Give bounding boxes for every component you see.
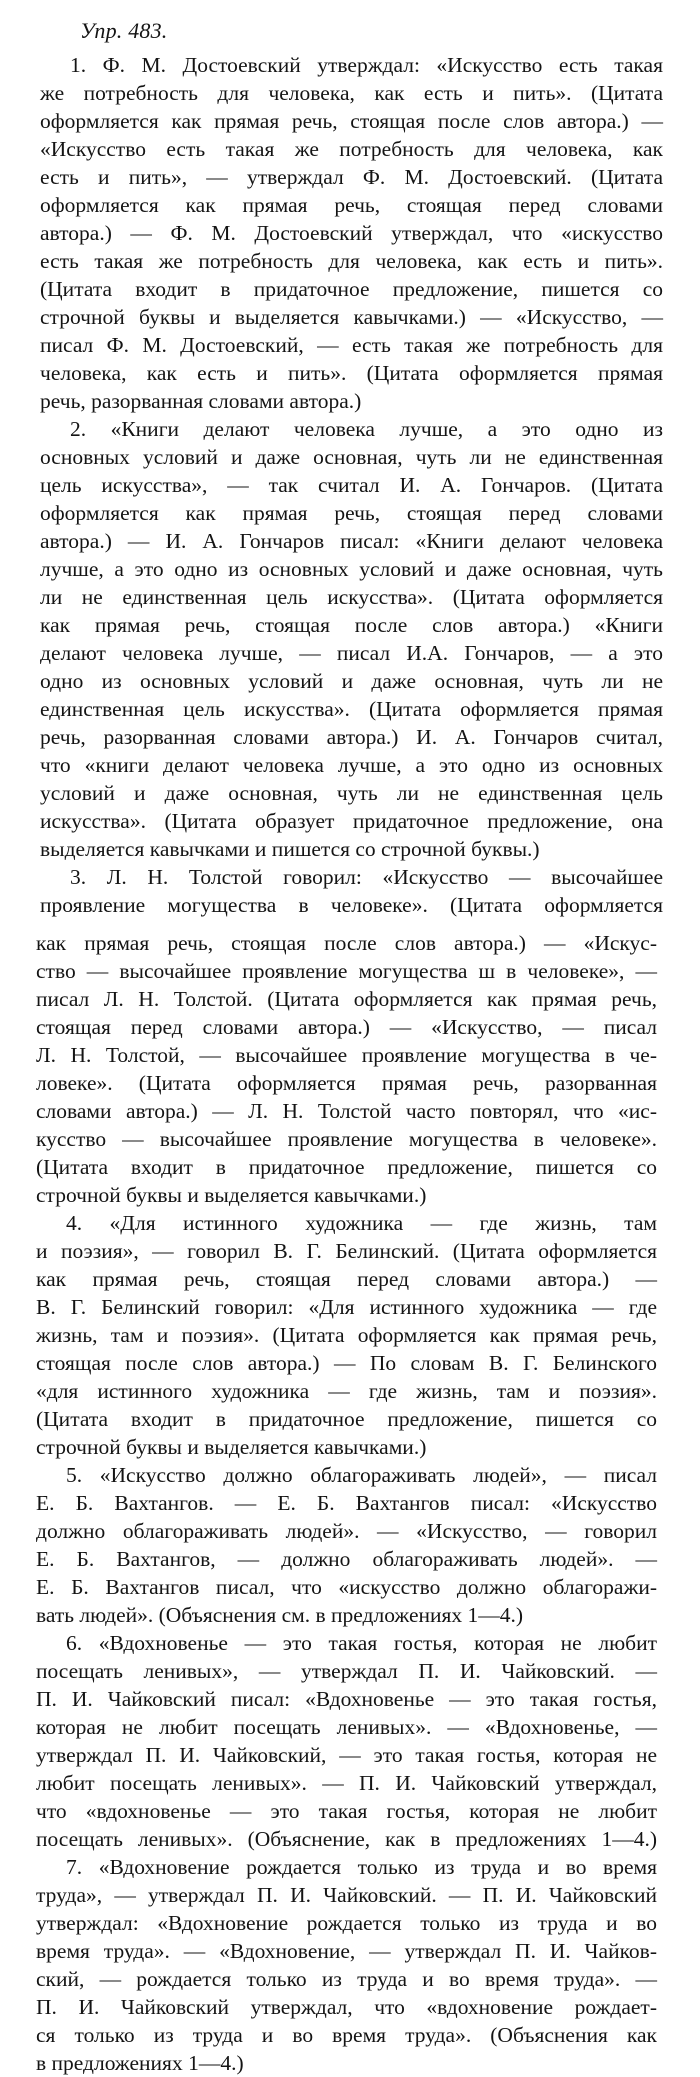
text-line: утверждал: «Вдохновение рождается только из труда и во xyxy=(36,1911,657,1935)
text-line: 6. «Вдохновенье — это такая гостья, которая не любит xyxy=(66,1631,657,1655)
text-line: строчной буквы и выделяется кавычками.) xyxy=(36,1183,427,1207)
text-line: ся только из труда и во время труда». (Объяснения как xyxy=(36,2023,657,2047)
text-line: стоящая перед словами автора.) — «Искусство, — писал xyxy=(36,1015,657,1039)
text-line: ловеке». (Цитата оформляется прямая речь, разорванная xyxy=(36,1071,657,1095)
text-line: (Цитата входит в придаточное предложение, пишется со xyxy=(36,1155,657,1179)
text-line: автора.) — Ф. М. Достоевский утверждал, что «искусство xyxy=(40,221,663,245)
text-line: «для истинного художника — где жизнь, там и поэзия». xyxy=(36,1379,657,1403)
text-line: любит посещать ленивых». — П. И. Чайковский утверждал, xyxy=(36,1771,657,1795)
text-line: 4. «Для истинного художника — где жизнь, там xyxy=(66,1211,657,1235)
text-line: лучше, а это одно из основных условий и даже основная, чуть xyxy=(40,557,663,581)
text-line: писал Л. Н. Толстой. (Цитата оформляется как прямая речь, xyxy=(36,987,657,1011)
text-line: труда», — утверждал П. И. Чайковский. — П. И. Чайковский xyxy=(36,1883,657,1907)
text-line: 3. Л. Н. Толстой говорил: «Искусство — высочайшее xyxy=(70,865,663,889)
text-line: словами автора.) — Л. Н. Толстой часто повторял, что «ис- xyxy=(36,1099,657,1123)
text-line: как прямая речь, стоящая после слов автора.) «Книги xyxy=(40,613,663,637)
text-line: 2. «Книги делают человека лучше, а это одно из xyxy=(70,417,663,441)
text-line: (Цитата входит в придаточное предложение, пишется со xyxy=(36,1407,657,1431)
text-line: П. И. Чайковский утверждал, что «вдохновение рождает- xyxy=(36,1995,657,2019)
text-line: 7. «Вдохновение рождается только из труда и во время xyxy=(66,1855,657,1879)
text-line: жизнь, там и поэзия». (Цитата оформляется как прямая речь, xyxy=(36,1323,657,1347)
text-line: писал Ф. М. Достоевский, — есть такая же потребность для xyxy=(40,333,663,357)
text-line: выделяется кавычками и пишется со строчной буквы.) xyxy=(40,837,540,861)
text-line: одно из основных условий и даже основная, чуть ли не xyxy=(40,669,663,693)
text-line: человека, как есть и пить». (Цитата оформляется прямая xyxy=(40,361,663,385)
text-line: делают человека лучше, — писал И.А. Гончаров, — а это xyxy=(40,641,663,665)
text-line: «Искусство есть такая же потребность для человека, как xyxy=(40,137,663,161)
text-line: что «вдохновенье — это такая гостья, которая не любит xyxy=(36,1799,657,1823)
text-line: время труда». — «Вдохновение, — утверждал П. И. Чайков- xyxy=(36,1939,657,1963)
text-line: кусство — высочайшее проявление могущества в человеке». xyxy=(36,1127,657,1151)
page-section-1 xyxy=(40,51,663,919)
text-line: вать людей». (Объяснения см. в предложениях 1—4.) xyxy=(36,1603,524,1627)
text-line: утверждал П. И. Чайковский, — это такая гостья, которая не xyxy=(36,1743,657,1767)
text-line: как прямая речь, стоящая после слов автора.) — «Искус- xyxy=(36,931,657,955)
text-line: посещать ленивых», — утверждал П. И. Чайковский. — xyxy=(36,1659,657,1683)
text-line: проявление могущества в человеке». (Цитата оформляется xyxy=(40,893,663,917)
text-line: речь, разорванная словами автора.) И. А. Гончаров считал, xyxy=(40,725,663,749)
text-line: оформляется как прямая речь, стоящая перед словами xyxy=(40,193,663,217)
text-line: (Цитата входит в придаточное предложение, пишется со xyxy=(40,277,663,301)
text-line: Е. Б. Вахтангов. — Е. Б. Вахтангов писал: «Искусство xyxy=(36,1491,657,1515)
text-line: строчной буквы и выделяется кавычками.) — «Искусство, — xyxy=(40,305,663,329)
text-line: основных условий и даже основная, чуть ли не единственная xyxy=(40,445,663,469)
text-line: что «книги делают человека лучше, а это одно из основных xyxy=(40,753,663,777)
text-line: должно облагораживать людей». — «Искусство, — говорил xyxy=(36,1519,657,1543)
text-line: ли не единственная цель искусства». (Цитата оформляется xyxy=(40,585,663,609)
text-line: посещать ленивых». (Объяснение, как в предложениях 1—4.) xyxy=(36,1827,657,1851)
text-line: 5. «Искусство должно облагораживать людей», — писал xyxy=(66,1463,657,1487)
text-line: как прямая речь, стоящая перед словами автора.) — xyxy=(36,1267,657,1291)
text-line: которая не любит посещать ленивых». — «Вдохновенье, — xyxy=(36,1715,657,1739)
text-line: в предложениях 1—4.) xyxy=(36,2051,244,2075)
text-line: П. И. Чайковский писал: «Вдохновенье — это такая гостья, xyxy=(36,1687,657,1711)
exercise-title: Упр. 483. xyxy=(80,18,168,43)
text-line: стоящая после слов автора.) — По словам В. Г. Белинского xyxy=(36,1351,657,1375)
text-line: же потребность для человека, как есть и пить». (Цитата xyxy=(40,81,663,105)
text-line: оформляется как прямая речь, стоящая перед словами xyxy=(40,501,663,525)
text-line: есть и пить», — утверждал Ф. М. Достоевский. (Цитата xyxy=(40,165,663,189)
text-line: условий и даже основная, чуть ли не единственная цель xyxy=(40,781,663,805)
text-line: ский, — рождается только из труда и во время труда». — xyxy=(36,1967,657,1991)
text-line: автора.) — И. А. Гончаров писал: «Книги делают человека xyxy=(40,529,663,553)
page-section-2 xyxy=(36,929,657,2077)
text-line: и поэзия», — говорил В. Г. Белинский. (Цитата оформляется xyxy=(36,1239,657,1263)
text-line: оформляется как прямая речь, стоящая после слов автора.) — xyxy=(40,109,663,133)
text-line: 1. Ф. М. Достоевский утверждал: «Искусство есть такая xyxy=(70,53,663,77)
text-line: искусства». (Цитата образует придаточное предложение, она xyxy=(40,809,663,833)
text-line: В. Г. Белинский говорил: «Для истинного художника — где xyxy=(36,1295,657,1319)
text-line: единственная цель искусства». (Цитата оформляется прямая xyxy=(40,697,663,721)
text-line: Е. Б. Вахтангов писал, что «искусство должно облагоражи- xyxy=(36,1575,657,1599)
text-line: цель искусства», — так считал И. А. Гончаров. (Цитата xyxy=(40,473,663,497)
text-line: есть такая же потребность для человека, как есть и пить». xyxy=(40,249,663,273)
text-line: строчной буквы и выделяется кавычками.) xyxy=(36,1435,427,1459)
text-line: ство — высочайшее проявление могущества ш в человеке», — xyxy=(36,959,657,983)
text-line: Е. Б. Вахтангов, — должно облагораживать людей». — xyxy=(36,1547,657,1571)
text-line: речь, разорванная словами автора.) xyxy=(40,389,362,413)
text-line: Л. Н. Толстой, — высочайшее проявление могущества в че- xyxy=(36,1043,657,1067)
